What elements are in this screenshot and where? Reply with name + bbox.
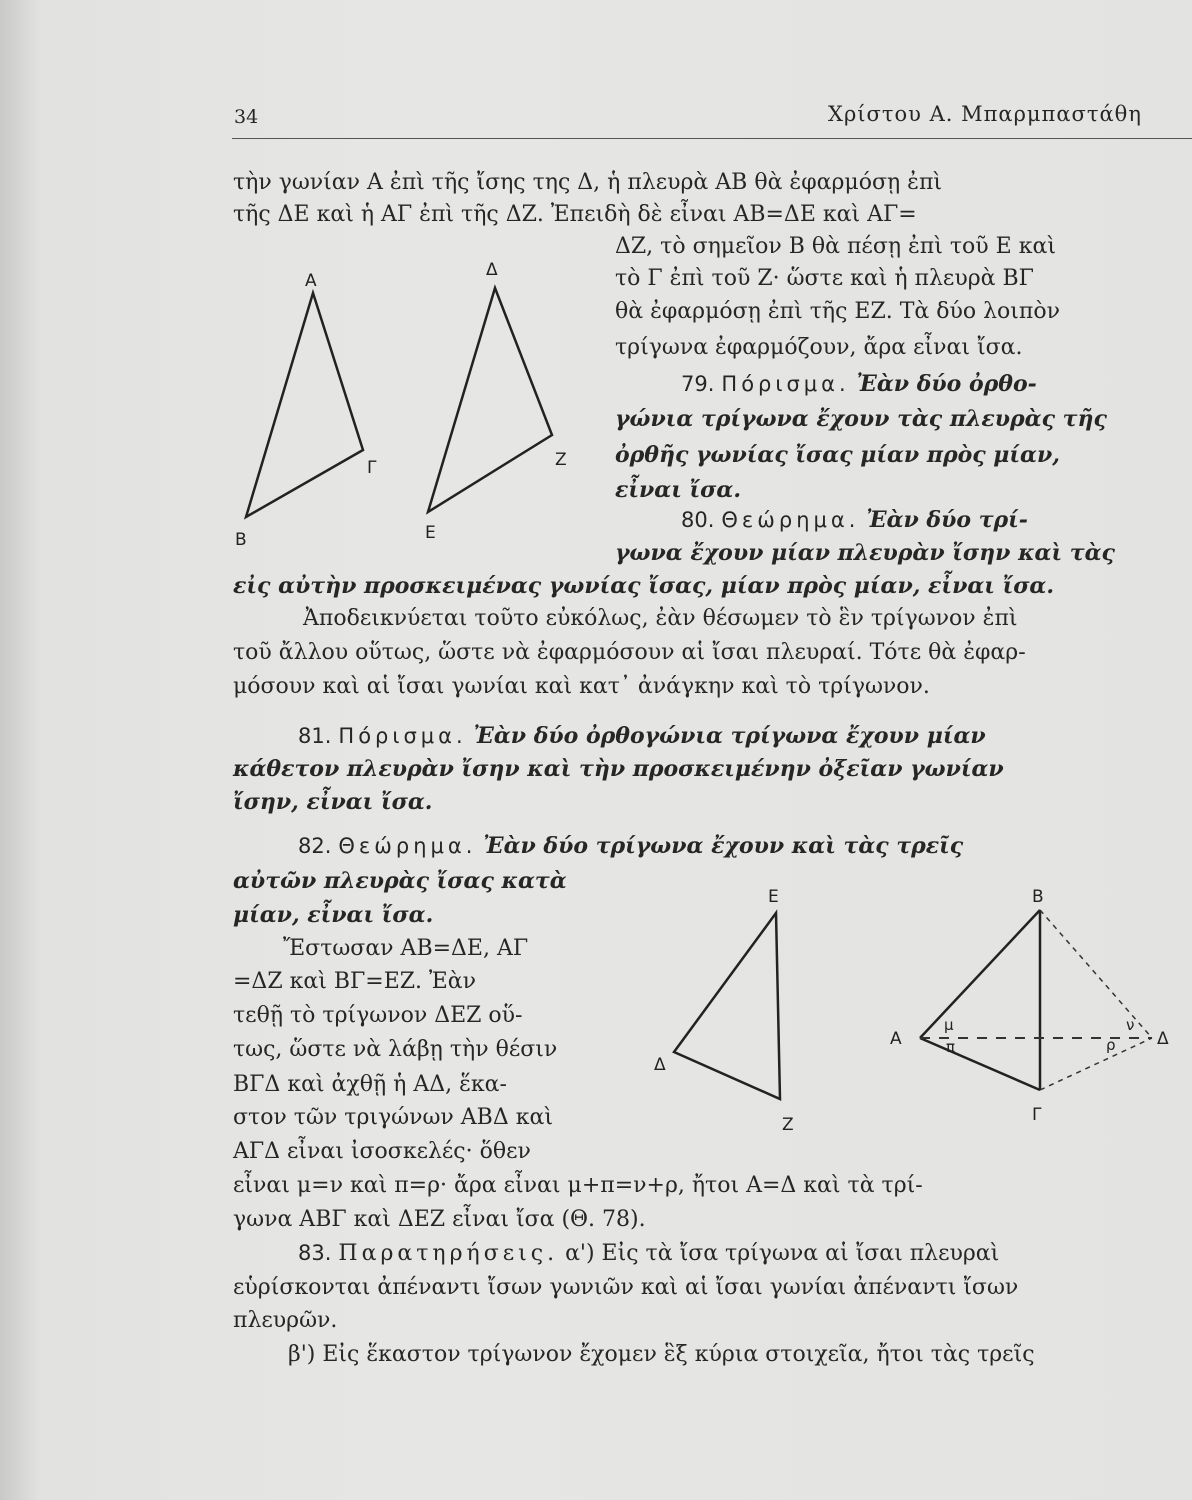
remark-text: α') Εἰς τὰ ἴσα τρίγωνα αἱ ἴσαι πλευραὶ [565,1241,1000,1266]
text-line: τρίγωνα ἐφαρμόζουν, ἄρα εἶναι ἴσα. [615,335,1023,360]
triangle-outline [246,293,363,517]
triangle-figure-abg [230,260,380,560]
segment-ag [920,1038,1040,1090]
theorem-80-heading [681,505,1028,536]
paragraph-number: 80. [681,508,715,532]
vertex-label-g: Γ [1032,1105,1042,1125]
vertex-label-b: Β [1032,887,1044,907]
paragraph-number: 79. [681,372,715,396]
text-line: τεθῇ τὸ τρίγωνον ΔΕΖ οὕ- [233,1003,523,1028]
theorem-82-heading [298,831,963,862]
statement-line: αὐτῶν πλευρὰς ἴσας κατὰ [233,868,567,894]
text-line: τῆς ΔΕ καὶ ἡ ΑΓ ἐπὶ τῆς ΔΖ. Ἐπειδὴ δὲ εἶναι ΑΒ=ΔΕ καὶ ΑΓ= [233,202,917,227]
segment-gd-dashed [1040,1038,1152,1090]
angle-label-mu: μ [944,1016,954,1034]
paragraph-label: Θεώρημα. [721,508,860,532]
statement-line: ἴσην, εἶναι ἴσα. [233,789,433,815]
segment-bd-dashed [1040,910,1152,1038]
corollary-81-heading [298,721,986,752]
statement-line: γωνα ἔχουν μίαν πλευρὰν ἴσην καὶ τὰς [615,540,1115,566]
paragraph-number: 82. [298,834,332,858]
text-line: εὑρίσκονται ἀπέναντι ἴσων γωνιῶν καὶ αἱ ἴσαι γωνίαι ἀπέναντι ἴσων [233,1275,1019,1300]
statement-text: Ἐὰν δύο τρίγωνα ἔχουν καὶ τὰς τρεῖς [483,833,964,859]
text-line: τοῦ ἄλλου οὕτως, ὥστε νὰ ἐφαρμόσουν αἱ ἴσαι πλευραί. Τότε θὰ ἐφαρ- [233,640,1026,665]
statement-line: εἶναι ἴσα. [615,477,741,503]
text-line: τὸ Γ ἐπὶ τοῦ Ζ· ὥστε καὶ ἡ πλευρὰ ΒΓ [615,266,1034,291]
text-line: εἶναι μ=ν καὶ π=ρ· ἄρα εἶναι μ+π=ν+ρ, ἤτοι Α=Δ καὶ τὰ τρί- [233,1173,923,1198]
angle-label-pi: π [946,1038,956,1056]
vertex-label-g: Γ [367,458,377,478]
vertex-label-e: Ε [425,523,436,543]
vertex-label-a: Α [305,271,317,291]
statement-text: Ἐὰν δύο ὀρθογώνια τρίγωνα ἔχουν μίαν [473,723,986,749]
kite-figure-abgd [880,880,1180,1140]
text-line: Ἀποδεικνύεται τοῦτο εὐκόλως, ἐὰν θέσωμεν τὸ ἓν τρίγωνον ἐπὶ [303,606,1018,631]
text-line: στον τῶν τριγώνων ΑΒΔ καὶ [233,1105,553,1130]
vertex-label-d: Δ [486,260,498,280]
statement-line: μίαν, εἶναι ἴσα. [233,902,434,928]
header-rule [232,138,1192,139]
running-title: Χρίστου Α. Μπαρμπαστάθη [828,102,1142,126]
statement-line: κάθετον πλευρὰν ἴσην καὶ τὴν προσκειμένην ὀξεῖαν γωνίαν [233,756,1004,782]
text-line: πλευρῶν. [233,1308,338,1333]
text-line: ΔΖ, τὸ σημεῖον Β θὰ πέσῃ ἐπὶ τοῦ Ε καὶ [615,234,1056,259]
paragraph-label: Θεώρημα. [338,834,477,858]
angle-label-nu: ν [1126,1016,1135,1034]
triangle-figure-dez [415,255,585,555]
paragraph-label: Παρατηρήσεις. [338,1241,559,1266]
page-number: 34 [234,106,259,128]
vertex-label-z: Ζ [782,1115,794,1135]
vertex-label-d: Δ [654,1055,666,1075]
triangle-outline [674,913,780,1099]
text-line: Ἔστωσαν ΑΒ=ΔΕ, ΑΓ [283,936,529,961]
remarks-83-heading [298,1238,999,1269]
paragraph-label: Πόρισμα. [338,724,467,748]
triangle-figure-edz [650,880,810,1140]
text-line: τως, ὥστε νὰ λάβῃ τὴν θέσιν [233,1037,558,1062]
text-line: γωνα ΑΒΓ καὶ ΔΕΖ εἶναι ἴσα (Θ. 78). [233,1207,646,1232]
vertex-label-e: Ε [768,887,779,907]
statement-text: Ἐὰν δύο ὀρθο- [856,371,1037,397]
statement-line: γώνια τρίγωνα ἔχουν τὰς πλευρὰς τῆς [615,406,1107,432]
text-line: ΒΓΔ καὶ ἀχθῇ ἡ ΑΔ, ἕκα- [233,1072,507,1097]
paragraph-label: Πόρισμα. [721,372,850,396]
segment-ab [920,910,1040,1038]
paragraph-number: 83. [298,1241,332,1265]
vertex-label-a: Α [890,1029,902,1049]
text-line: =ΔΖ καὶ ΒΓ=ΕΖ. Ἐὰν [233,969,477,994]
vertex-label-z: Ζ [555,450,567,470]
statement-line: ὀρθῆς γωνίας ἴσας μίαν πρὸς μίαν, [615,442,1060,468]
text-line: β') Εἰς ἕκαστον τρίγωνον ἔχομεν ἓξ κύρια στοιχεῖα, ἤτοι τὰς τρεῖς [288,1342,1035,1367]
statement-text: Ἐὰν δύο τρί- [866,507,1028,533]
statement-line: εἰς αὐτὴν προσκειμένας γωνίας ἴσας, μίαν πρὸς μίαν, εἶναι ἴσα. [233,573,1055,599]
text-line: τὴν γωνίαν Α ἐπὶ τῆς ἴσης της Δ, ἡ πλευρὰ ΑΒ θὰ ἐφαρμόσῃ ἐπὶ [233,170,943,195]
corollary-79-heading [681,369,1037,400]
paragraph-number: 81. [298,724,332,748]
text-line: θὰ ἐφαρμόσῃ ἐπὶ τῆς ΕΖ. Τὰ δύο λοιπὸν [615,299,1060,324]
text-line: μόσουν καὶ αἱ ἴσαι γωνίαι καὶ κατ᾽ ἀνάγκην καὶ τὸ τρίγωνον. [233,674,930,699]
text-line: ΑΓΔ εἶναι ἰσοσκελές· ὅθεν [233,1139,531,1164]
triangle-outline [428,288,552,512]
vertex-label-d: Δ [1157,1029,1169,1049]
vertex-label-b: Β [235,530,247,550]
angle-label-rho: ρ [1106,1036,1116,1054]
